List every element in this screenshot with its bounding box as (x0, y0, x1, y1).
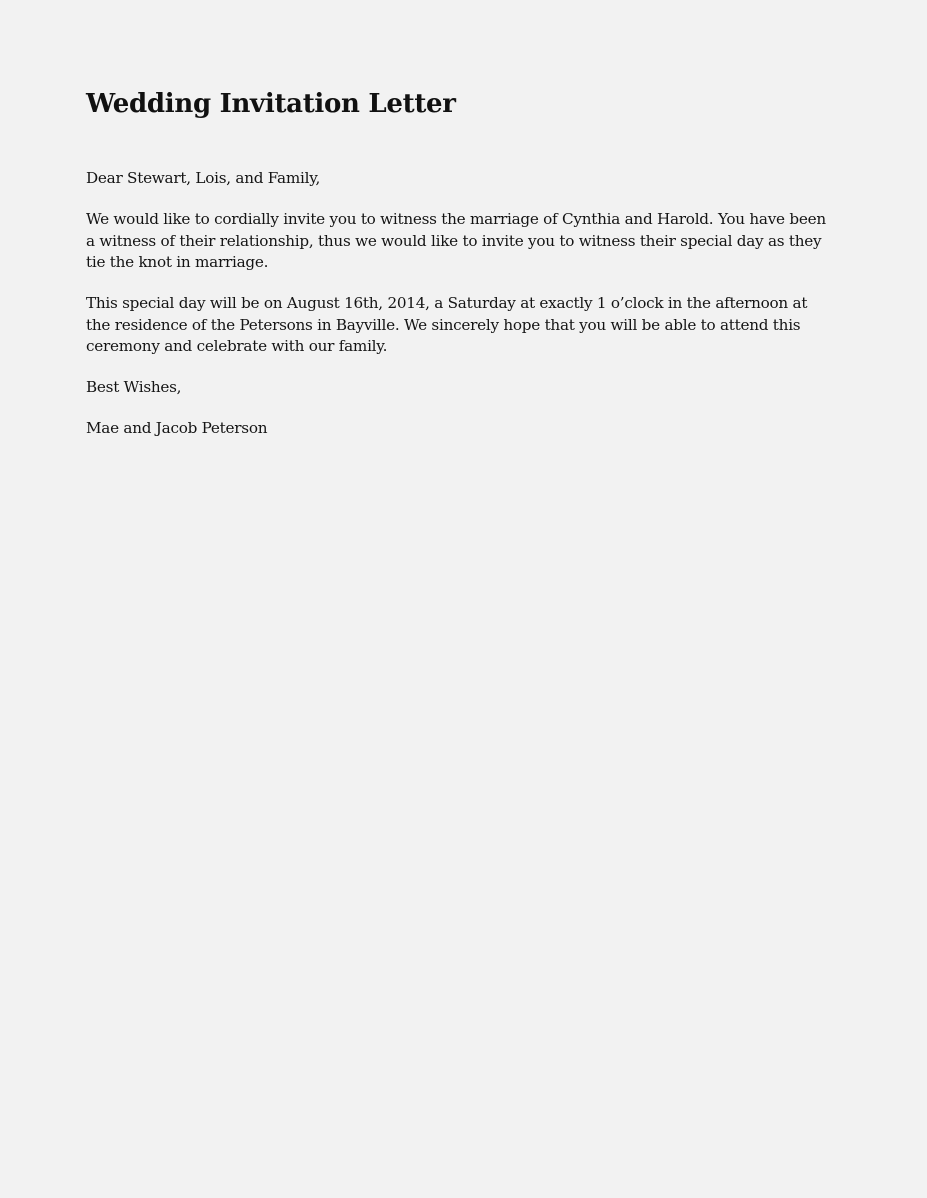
paragraph-line: We would like to cordially invite you to witness the marriage of Cynthia and Harold. You have been (86, 210, 826, 228)
document-title: Wedding Invitation Letter (86, 89, 456, 119)
letter-body (86, 84, 846, 459)
closing: Best Wishes, (86, 378, 182, 396)
paragraph-line: the residence of the Petersons in Bayville. We sincerely hope that you will be able to attend this (86, 315, 801, 334)
paragraph-details (86, 293, 846, 358)
paragraph-line: This special day will be on August 16th, 2014, a Saturday at exactly 1 o’clock in the afternoon at (86, 294, 808, 312)
paragraph-line: ceremony and celebrate with our family. (86, 337, 388, 355)
paragraph-line: a witness of their relationship, thus we would like to invite you to witness their special day as they (86, 231, 822, 250)
salutation: Dear Stewart, Lois, and Family, (86, 169, 321, 187)
paragraph-line: tie the knot in marriage. (86, 253, 269, 271)
signature: Mae and Jacob Peterson (86, 419, 268, 437)
paragraph-invitation (86, 209, 846, 274)
